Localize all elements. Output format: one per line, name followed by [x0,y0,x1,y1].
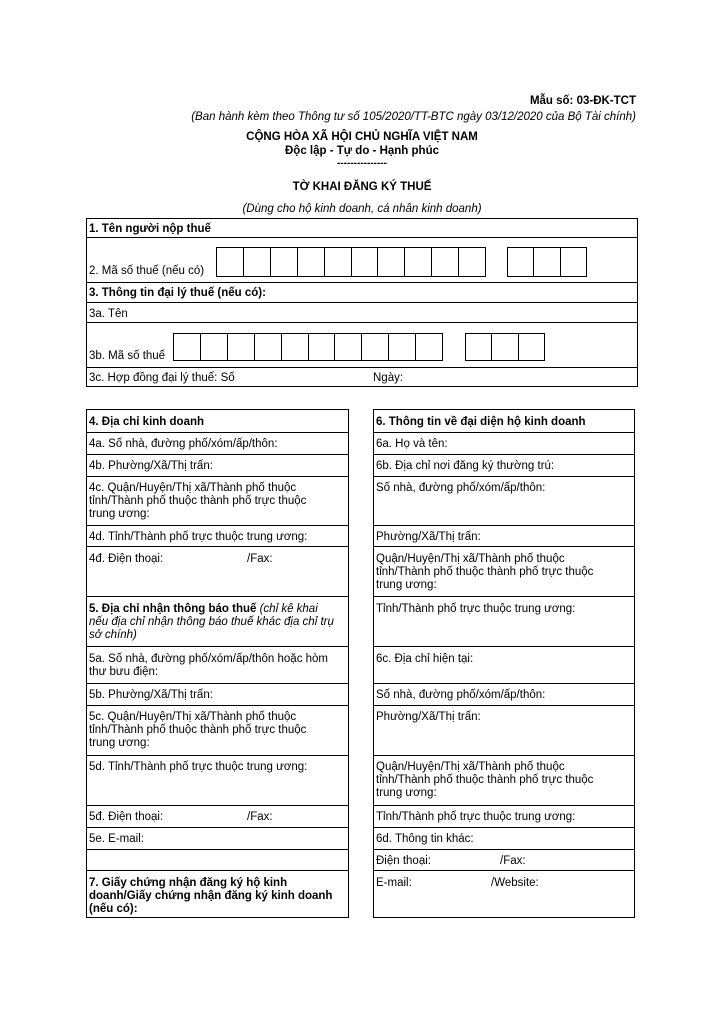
nation-name: CỘNG HÒA XÃ HỘI CHỦ NGHĨA VIỆT NAM [246,131,478,143]
current-street-label: Số nhà, đường phố/xóm/ấp/thôn: [376,689,546,701]
form-number: Mẫu số: 03-ĐK-TCT [529,95,636,107]
current-district-label-line1: Quận/Huyện/Thị xã/Thành phố thuộc [376,761,565,773]
business-certificate-label-line3: (nếu có): [89,903,138,915]
agent-tax-code-boxes[interactable] [173,333,443,361]
permanent-ward-label: Phường/Xã/Thị trấn: [376,531,481,543]
permanent-district-label-line2: tỉnh/Thành phố thuộc thành phố trực thuộc [376,566,594,578]
representative-name-label: 6a. Họ và tên: [376,438,448,450]
permanent-street-label: Số nhà, đường phố/xóm/ấp/thôn: [376,482,546,494]
representative-info-title: 6. Thông tin về đại diện hộ kinh doanh [376,416,586,428]
permanent-address-label: 6b. Địa chỉ nơi đăng ký thường trú: [376,460,555,472]
agent-info-label: 3. Thông tin đại lý thuế (nếu có): [89,287,266,299]
notice-address-note-line3: sở chính) [89,629,137,641]
business-province-label: 4d. Tỉnh/Thành phố trực thuộc trung ương: [89,531,308,543]
motto-separator: --------------- [337,158,387,169]
permanent-district-label-line3: trung ương: [376,579,437,591]
taxpayer-name-label: 1. Tên người nộp thuế [89,223,211,235]
agent-contract-label: 3c. Hợp đồng đại lý thuế: Số [89,372,235,384]
agent-name-label: 3a. Tên [89,308,128,320]
business-address-title: 4. Địa chỉ kinh doanh [89,416,205,428]
form-title: TỜ KHAI ĐĂNG KÝ THUẾ [292,181,432,193]
current-address-label: 6c. Địa chỉ hiện tại: [376,653,474,665]
business-district-label-line1: 4c. Quận/Huyện/Thị xã/Thành phố thuộc [89,482,297,494]
current-district-label-line3: trung ương: [376,787,437,799]
agent-tax-code-label: 3b. Mã số thuế [89,350,166,362]
notice-district-label-line3: trung ương: [89,737,150,749]
permanent-district-label-line1: Quận/Huyện/Thị xã/Thành phố thuộc [376,553,565,565]
business-phone-label: 4đ. Điện thoại: [89,553,164,565]
national-motto: Độc lập - Tự do - Hạnh phúc [285,145,439,157]
agent-tax-code-suffix-boxes[interactable] [465,333,545,361]
representative-email-label: E-mail: [376,877,412,889]
notice-street-label-line1: 5a. Số nhà, đường phố/xóm/ấp/thôn hoặc hòm [89,653,329,665]
notice-address-note-line2: nếu địa chỉ nhận thông báo thuế khác địa chỉ trụ [89,616,334,628]
notice-province-label: 5d. Tỉnh/Thành phố trực thuộc trung ương: [89,761,308,773]
current-province-label: Tỉnh/Thành phố trực thuộc trung ương: [376,811,576,823]
notice-street-label-line2: thư bưu điện: [89,666,159,678]
notice-fax-label: /Fax: [247,811,273,823]
notice-district-label-line2: tỉnh/Thành phố thuộc thành phố trực thuộc [89,724,307,736]
business-district-label-line3: trung ương: [89,508,150,520]
tax-code-boxes[interactable] [216,247,486,277]
current-ward-label: Phường/Xã/Thị trấn: [376,711,481,723]
business-fax-label: /Fax: [247,553,273,565]
notice-address-title: 5. Địa chỉ nhận thông báo thuế [89,603,257,615]
tax-code-suffix-boxes[interactable] [507,247,587,277]
business-district-label-line2: tỉnh/Thành phố thuộc thành phố trực thuộc [89,495,307,507]
tax-code-label: 2. Mã số thuế (nếu có) [89,265,205,277]
other-info-label: 6d. Thông tin khác: [376,833,474,845]
business-street-label: 4a. Số nhà, đường phố/xóm/ấp/thôn: [89,438,278,450]
notice-address-note: (chỉ kê khai [259,603,318,615]
business-ward-label: 4b. Phường/Xã/Thị trấn: [89,460,213,472]
issuing-regulation: (Ban hành kèm theo Thông tư số 105/2020/TT-BTC ngày 03/12/2020 của Bộ Tài chính) [191,111,636,123]
representative-fax-label: /Fax: [500,855,526,867]
form-subtitle: (Dùng cho hộ kinh doanh, cá nhân kinh doanh) [242,203,482,215]
business-certificate-label-line1: 7. Giấy chứng nhận đăng ký hộ kinh [89,877,288,889]
notice-address-title-line1 [89,603,318,616]
agent-contract-date-label: Ngày: [373,372,404,384]
notice-ward-label: 5b. Phường/Xã/Thị trấn: [89,689,213,701]
permanent-province-label: Tỉnh/Thành phố trực thuộc trung ương: [376,603,576,615]
notice-phone-label: 5đ. Điện thoại: [89,811,164,823]
representative-website-label: /Website: [491,877,539,889]
notice-email-label: 5e. E-mail: [89,833,144,845]
business-certificate-label-line2: doanh/Giấy chứng nhận đăng ký kinh doanh [89,890,333,902]
representative-phone-label: Điện thoại: [376,855,431,867]
current-district-label-line2: tỉnh/Thành phố thuộc thành phố trực thuộc [376,774,594,786]
notice-district-label-line1: 5c. Quận/Huyện/Thị xã/Thành phố thuộc [89,711,297,723]
